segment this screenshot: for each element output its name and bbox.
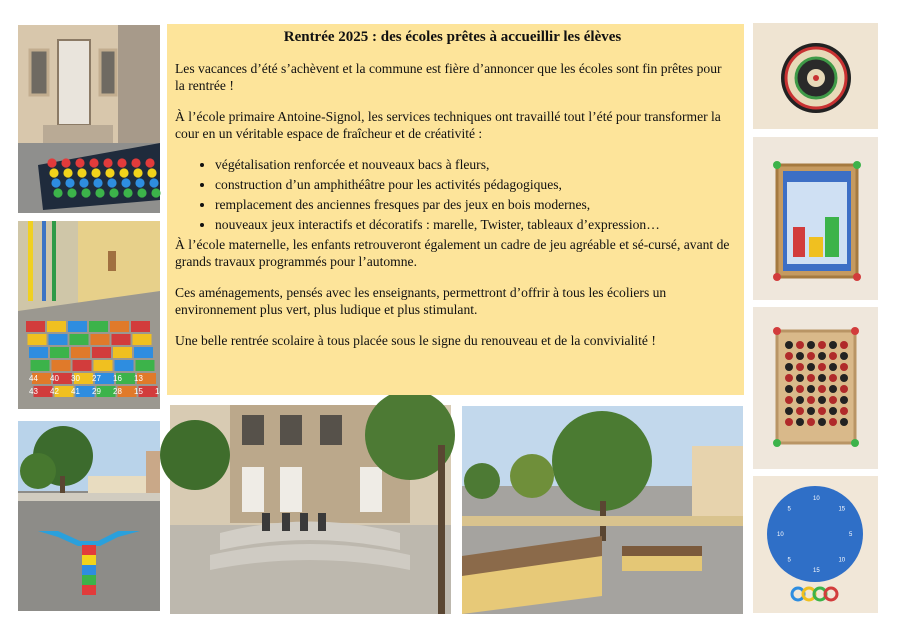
twister-dot — [121, 178, 130, 187]
twister-dot — [67, 188, 76, 197]
rotating-block — [840, 341, 848, 349]
twister-dot — [93, 178, 102, 187]
rotating-block — [807, 352, 815, 360]
twister-dot — [107, 178, 116, 187]
target-number: 10 — [777, 532, 784, 538]
works-list — [175, 156, 730, 233]
hopscotch-cell — [50, 347, 69, 358]
hopscotch-number: 30 — [71, 374, 80, 383]
twister-dot — [103, 158, 112, 167]
rotating-block — [840, 396, 848, 404]
hopscotch-cell — [73, 360, 92, 371]
hopscotch-cell — [131, 321, 150, 332]
twister-dot — [151, 188, 160, 197]
twister-dot — [61, 158, 70, 167]
hopscotch-number: 40 — [50, 374, 59, 383]
photo-courtyard-planters — [462, 406, 743, 614]
article-paragraph: À l’école maternelle, les enfants retrouveront également un cadre de jeu agréable et sé-cursé, avant de grands travaux programmés pour l’automne. — [175, 237, 730, 269]
target-number: 5 — [849, 532, 853, 538]
photo-dartboard — [753, 23, 878, 129]
photo-rotating-blocks-board — [753, 307, 878, 469]
target-number: 10 — [838, 557, 846, 564]
hopscotch-cell — [92, 347, 111, 358]
hopscotch-cell — [110, 321, 129, 332]
twister-dot — [137, 188, 146, 197]
twister-dot — [75, 158, 84, 167]
hopscotch-number: 15 — [134, 387, 143, 396]
rotating-block — [818, 374, 826, 382]
article-paragraph: Une belle rentrée scolaire à tous placée sous le signe du renouveau et de la convivialité ! — [175, 333, 656, 348]
rotating-block — [785, 396, 793, 404]
rotating-block — [785, 352, 793, 360]
rotating-block — [829, 363, 837, 371]
rotating-block — [818, 396, 826, 404]
twister-dot — [63, 168, 72, 177]
list-item: • remplacement des anciennes fresques par des jeux en bois modernes, — [215, 196, 730, 213]
twister-dot — [145, 158, 154, 167]
hopscotch-cell — [91, 334, 110, 345]
hopscotch-cell — [113, 347, 132, 358]
hopscotch-number: 13 — [134, 374, 143, 383]
article-paragraph: Les vacances d’été s’achèvent et la commune est fière d’annoncer que les écoles sont fin prêtes pour la rentrée ! — [175, 61, 722, 93]
rotating-block — [785, 374, 793, 382]
rotating-block — [796, 407, 804, 415]
rotating-block — [796, 352, 804, 360]
rotating-block — [840, 363, 848, 371]
hopscotch-number: 14 — [155, 387, 164, 396]
twister-dot — [131, 158, 140, 167]
photo-hopscotch-playground — [18, 421, 160, 611]
rotating-block — [829, 374, 837, 382]
hopscotch-cell — [31, 360, 50, 371]
rotating-block — [785, 385, 793, 393]
hopscotch-number: 29 — [92, 387, 101, 396]
hopscotch-cell — [70, 334, 89, 345]
rotating-block — [796, 341, 804, 349]
rotating-block — [796, 374, 804, 382]
rotating-block — [818, 385, 826, 393]
rotating-block — [785, 363, 793, 371]
hopscotch-cell — [28, 334, 47, 345]
article-panel — [167, 24, 744, 395]
photo-hopscotch-corridor — [18, 221, 164, 409]
rotating-block — [807, 385, 815, 393]
list-item: • végétalisation renforcée et nouveaux bacs à fleurs, — [215, 156, 730, 173]
hopscotch-number: 42 — [50, 387, 59, 396]
rotating-block — [796, 418, 804, 426]
twister-dot — [133, 168, 142, 177]
target-number: 10 — [813, 496, 820, 502]
hopscotch-number: 43 — [29, 387, 38, 396]
hopscotch-number: 27 — [92, 374, 101, 383]
hopscotch-cell — [47, 321, 66, 332]
hopscotch-cell — [49, 334, 68, 345]
rotating-block — [796, 396, 804, 404]
rotating-block — [807, 363, 815, 371]
rotating-block — [796, 385, 804, 393]
twister-dot — [117, 158, 126, 167]
rotating-block — [829, 385, 837, 393]
hopscotch-cell — [89, 321, 108, 332]
hopscotch-cell — [52, 360, 71, 371]
rotating-block — [818, 418, 826, 426]
rotating-block — [840, 418, 848, 426]
twister-dot — [51, 178, 60, 187]
article-paragraph: Ces aménagements, pensés avec les enseignants, permettront d’offrir à tous les écoliers un environnement plus vert, plus ludique et plus stimulant. — [175, 285, 667, 317]
twister-dot — [81, 188, 90, 197]
article-title: Rentrée 2025 : des écoles prêtes à accueillir les élèves — [283, 29, 622, 45]
rotating-block — [829, 341, 837, 349]
hopscotch-cell — [94, 360, 113, 371]
rotating-block — [785, 418, 793, 426]
twister-dot — [135, 178, 144, 187]
rotating-block — [829, 396, 837, 404]
twister-dot — [123, 188, 132, 197]
photo-amphitheatre — [170, 405, 451, 614]
rotating-block — [818, 341, 826, 349]
hopscotch-cell — [115, 360, 134, 371]
twister-dot — [47, 158, 56, 167]
rotating-block — [807, 341, 815, 349]
rotating-block — [807, 374, 815, 382]
hopscotch-cell — [26, 321, 45, 332]
rotating-block — [840, 352, 848, 360]
twister-dot — [105, 168, 114, 177]
rotating-block — [807, 396, 815, 404]
rotating-block — [818, 407, 826, 415]
rotating-block — [829, 418, 837, 426]
twister-dot — [65, 178, 74, 187]
twister-dot — [53, 188, 62, 197]
hopscotch-cell — [68, 321, 87, 332]
twister-dot — [49, 168, 58, 177]
rotating-block — [807, 418, 815, 426]
twister-dot — [149, 178, 158, 187]
rotating-block — [807, 407, 815, 415]
rotating-block — [840, 407, 848, 415]
hopscotch-cell — [134, 347, 153, 358]
twister-dot — [119, 168, 128, 177]
rotating-block — [818, 352, 826, 360]
rotating-block — [785, 407, 793, 415]
photo-twister-courtyard — [18, 25, 160, 213]
rotating-block — [840, 385, 848, 393]
hopscotch-cell — [112, 334, 131, 345]
target-number: 15 — [813, 568, 820, 574]
rotating-block — [840, 374, 848, 382]
rotating-block — [829, 352, 837, 360]
photo-tetris-board — [753, 137, 878, 300]
target-number: 15 — [838, 506, 846, 513]
hopscotch-cell — [136, 360, 155, 371]
hopscotch-number: 16 — [113, 374, 122, 383]
photo-ring-target — [753, 476, 878, 613]
twister-dot — [91, 168, 100, 177]
twister-dot — [109, 188, 118, 197]
list-item: • nouveaux jeux interactifs et décoratifs : marelle, Twister, tableaux d’expression… — [215, 216, 730, 233]
hopscotch-cell — [29, 347, 48, 358]
twister-dot — [147, 168, 156, 177]
rotating-block — [829, 407, 837, 415]
hopscotch-number: 41 — [71, 387, 80, 396]
target-number: 5 — [787, 557, 791, 564]
twister-dot — [95, 188, 104, 197]
rotating-block — [796, 363, 804, 371]
hopscotch-cell — [133, 334, 152, 345]
list-item: • construction d’un amphithéâtre pour les activités pédagogiques, — [215, 176, 730, 193]
twister-dot — [89, 158, 98, 167]
target-number: 5 — [787, 506, 791, 513]
article-paragraph: À l’école primaire Antoine-Signol, les services techniques ont travaillé tout l’été pour transformer la cour en un véritable espace de fraîcheur et de créativité : — [175, 109, 721, 141]
twister-dot — [77, 168, 86, 177]
hopscotch-number: 28 — [113, 387, 122, 396]
rotating-block — [818, 363, 826, 371]
twister-dot — [79, 178, 88, 187]
hopscotch-cell — [71, 347, 90, 358]
rotating-block — [785, 341, 793, 349]
hopscotch-number: 44 — [29, 374, 38, 383]
